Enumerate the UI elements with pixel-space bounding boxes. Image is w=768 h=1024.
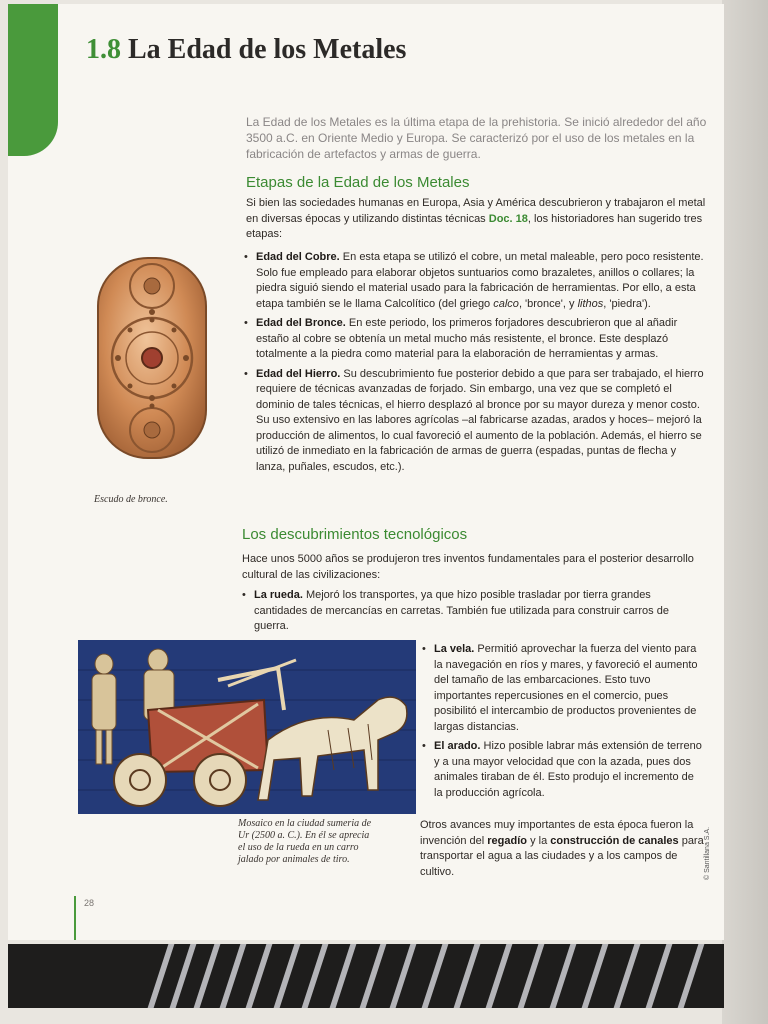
otros-before: Otros avances muy importantes de esta época fueron la invención del bbox=[420, 819, 694, 847]
text-rueda: Mejoró los transportes, ya que hizo posible trasladar por tierra grandes cantidades de mercancías en carretas. También fue utilizada para construir carros de guerra. bbox=[254, 589, 669, 632]
list-item-hierro bbox=[244, 367, 706, 476]
copyright-notice: © Santillana S.A. bbox=[704, 826, 711, 880]
page-edge-shadow bbox=[722, 0, 768, 1024]
term-cobre: Edad del Cobre. bbox=[256, 251, 340, 263]
heading-etapas: Etapas de la Edad de los Metales bbox=[246, 174, 470, 191]
greek-lithos: lithos bbox=[577, 297, 604, 310]
term-regadio: regadío bbox=[487, 834, 528, 847]
etapas-paragraph-text: Si bien las sociedades humanas en Europa, Asia y América descubrieron y trabajaron el metal en diversas épocas y utilizando distintas técnicas bbox=[246, 197, 706, 225]
section-number: 1.8 bbox=[86, 34, 121, 65]
page-title bbox=[86, 34, 406, 66]
etapas-paragraph-end: , los historiadores han sugerido tres etapas: bbox=[246, 212, 703, 240]
text-cobre: En esta etapa se utilizó el cobre, un metal maleable, pero poco resistente. Solo fue empleado para elaborar objetos suntuarios como brazaletes, anillos o collares; la piedra siguió siendo el material usado para la fabricación de herramientas. Por ello, a esta etapa también se le llama Calcolítico (del griego bbox=[256, 251, 704, 310]
term-vela: La vela. bbox=[434, 643, 475, 655]
otros-avances-paragraph bbox=[420, 818, 704, 880]
vela-arado-list bbox=[422, 642, 704, 805]
text-bronce: En este periodo, los primeros forjadores descubrieron que al añadir estaño al cobre se obtenía un metal mucho más resistente, el bronce. Este desplazó totalmente a la piedra como material para la elaboración de herramientas y armas. bbox=[256, 317, 678, 360]
etapas-list bbox=[244, 250, 706, 479]
term-arado: El arado. bbox=[434, 740, 481, 752]
page-number: 28 bbox=[84, 898, 95, 908]
term-hierro: Edad del Hierro. bbox=[256, 367, 341, 380]
term-rueda: La rueda. bbox=[254, 589, 303, 601]
list-item-arado bbox=[422, 739, 704, 801]
doc-reference[interactable]: Doc. 18 bbox=[488, 212, 528, 225]
bottom-decorative-band bbox=[8, 944, 724, 1008]
descubrimientos-paragraph: Hace unos 5000 años se produjeron tres inventos fundamentales para el posterior desarrollo cultural de las civilizaciones: bbox=[242, 553, 694, 581]
heading-descubrimientos: Los descubrimientos tecnológicos bbox=[242, 526, 468, 543]
text-vela: Permitió aprovechar la fuerza del viento para la navegación en ríos y mares, y favoreció el aumento del tamaño de las embarcaciones. Esto tuvo importantes repercusiones en el comercio, pues posibilitó el intercambio de productos provenientes de largas distancias. bbox=[434, 643, 698, 733]
text-cobre-mid: , 'bronce', y bbox=[518, 297, 578, 310]
shield-caption: Escudo de bronce. bbox=[94, 494, 168, 505]
margin-green-line bbox=[74, 896, 76, 940]
rueda-list bbox=[242, 588, 704, 639]
term-bronce: Edad del Bronce. bbox=[256, 317, 346, 329]
text-hierro: Su descubrimiento fue posterior debido a que para ser trabajado, el hierro requiere de técnicas avanzadas de forjado. Sin embargo, una vez que se completó el dominio de tales técnicas, el hierro desplazó al bronce por su mayor dureza y menor costo. Su uso extensivo en las labores agrícolas –al fabricarse azadas, arados y hoces– mejoró la producción de alimentos, lo cual favoreció el aumento de la población. Además, el hierro se utilizó de inmediato en la fabricación de armas de guerra (espadas, puntas de flecha y lanza, puñales, escudos, etc.). bbox=[256, 367, 704, 473]
mosaic-caption: Mosaico en la ciudad sumeria de Ur (2500 a. C.). En él se aprecia el uso de la rueda en un carro jalado por animales de tiro. bbox=[238, 818, 372, 865]
intro-paragraph: La Edad de los Metales es la última etapa de la prehistoria. Se inició alrededor del año 3500 a.C. en Oriente Medio y Europa. Se caracterizó por el uso de los metales en la fabricación de artefactos y armas de guerra. bbox=[246, 115, 707, 161]
green-corner-tab bbox=[8, 4, 58, 156]
text-cobre-end: , 'piedra'). bbox=[603, 297, 651, 310]
list-item-cobre bbox=[244, 250, 706, 312]
otros-mid: y la bbox=[527, 834, 551, 847]
text-arado: Hizo posible labrar más extensión de terreno y a una mayor velocidad que con la azada, pues dos animales tiraban de él. Esto produjo el incremento de la producción agrícola. bbox=[434, 740, 702, 799]
list-item-bronce bbox=[244, 316, 706, 363]
greek-calco: calco bbox=[493, 297, 519, 310]
section-title: La Edad de los Metales bbox=[128, 34, 407, 65]
term-canales: construcción de canales bbox=[550, 834, 679, 847]
list-item-vela bbox=[422, 642, 704, 735]
list-item-rueda bbox=[242, 588, 704, 635]
etapas-paragraph bbox=[246, 196, 706, 243]
bronze-shield-image bbox=[96, 256, 208, 460]
ur-mosaic-image bbox=[78, 640, 416, 814]
otros-after: para transportar el agua a las ciudades y a los campos de cultivo. bbox=[420, 834, 704, 878]
